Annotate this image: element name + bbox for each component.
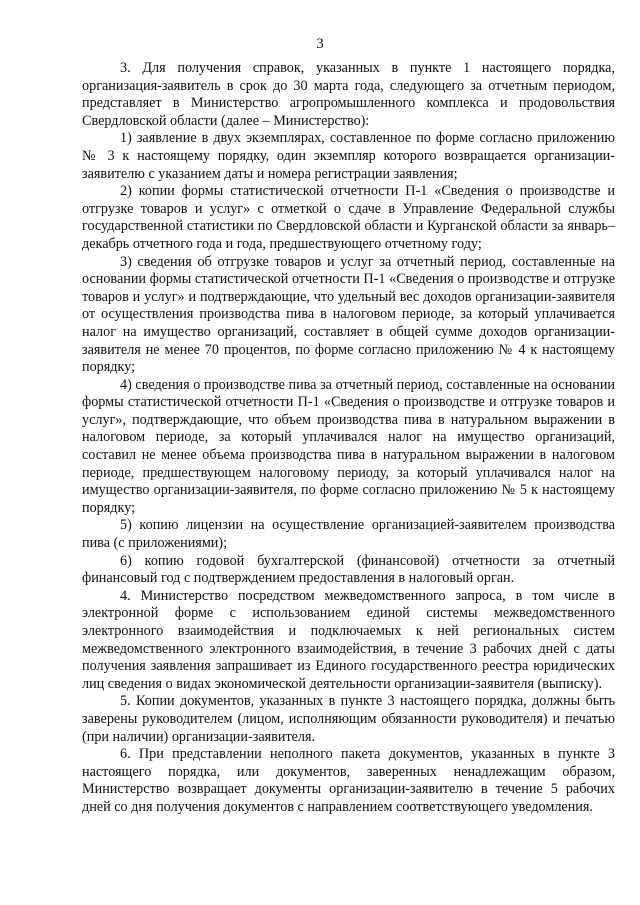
paragraph-3-item-6: 6) копию годовой бухгалтерской (финансовой) отчетности за отчетный финансовый год с подтверждением предоставления в налоговый орган. (82, 552, 615, 587)
paragraph-3-item-4: 4) сведения о производстве пива за отчетный период, составленные на основании формы статистической отчетности П-1 «Сведения о производстве и отгрузке товаров и услуг», подтверждающие, что объем производства пива в натуральном выражении в налоговом периоде, за который уплачивался налог на имущество организаций, составил не менее объема производства пива в натуральном выражении в налоговом периоде, предшествующем налоговому периоду, за который уплачивался налог на имущество организации-заявителя, по форме согласно приложению № 5 к настоящему порядку; (82, 376, 615, 516)
paragraph-6: 6. При представлении неполного пакета документов, указанных в пункте 3 настоящего порядка, или документов, заверенных ненадлежащим образом, Министерство возвращает документы организации-заявителю в течение 5 рабочих дней со дня получения документов с направлением соответствующего уведомления. (82, 746, 615, 815)
paragraph-5: 5. Копии документов, указанных в пункте 3 настоящего порядка, должны быть заверены руководителем (лицом, исполняющим обязанности руководителя) и печатью (при наличии) организации-заявителя. (82, 693, 615, 745)
page-number: 3 (316, 36, 324, 52)
paragraph-3-item-2: 2) копии формы статистической отчетности П-1 «Сведения о производстве и отгрузке товаров и услуг» с отметкой о сдаче в Управление Федеральной службы государственной статистики по Свердловской области и Курганской области за январь–декабрь отчетного года и года, предшествующего отчетному году; (82, 183, 615, 252)
paragraph-4: 4. Министерство посредством межведомственного запроса, в том числе в электронной форме с использованием единой системы межведомственного электронного взаимодействия и подключаемых к ней региональных систем межведомственного электронного взаимодействия, в течение 3 рабочих дней с даты получения заявления запрашивает из Единого государственного реестра юридических лиц сведения о видах экономической деятельности организации-заявителя (выписку). (82, 587, 615, 692)
paragraph-3: 3. Для получения справок, указанных в пункте 1 настоящего порядка, организация-заявитель в срок до 30 марта года, следующего за отчетным периодом, представляет в Министерство агропромышленного комплекса и продовольствия Свердловской области (далее – Министерство): (82, 60, 615, 129)
paragraph-3-item-5: 5) копию лицензии на осуществление организацией-заявителем производства пива (с приложениями); (82, 517, 615, 552)
paragraph-3-item-3: 3) сведения об отгрузке товаров и услуг за отчетный период, составленные на основании формы статистической отчетности П-1 «Сведения о производстве и отгрузке товаров и услуг» и подтверждающие, что удельный вес доходов организации-заявителя от осуществления производства пива в налоговом периоде, за который уплачивается налог на имущество организаций, составляет в общей сумме доходов организации-заявителя не менее 70 процентов, по форме согласно приложению № 4 к настоящему порядку; (82, 253, 615, 376)
paragraph-3-item-1: 1) заявление в двух экземплярах, составленное по форме согласно приложению № 3 к настоящему порядку, один экземпляр которого возвращается организации-заявителю с указанием даты и номера регистрации заявления; (82, 130, 615, 182)
document-body (82, 60, 615, 817)
